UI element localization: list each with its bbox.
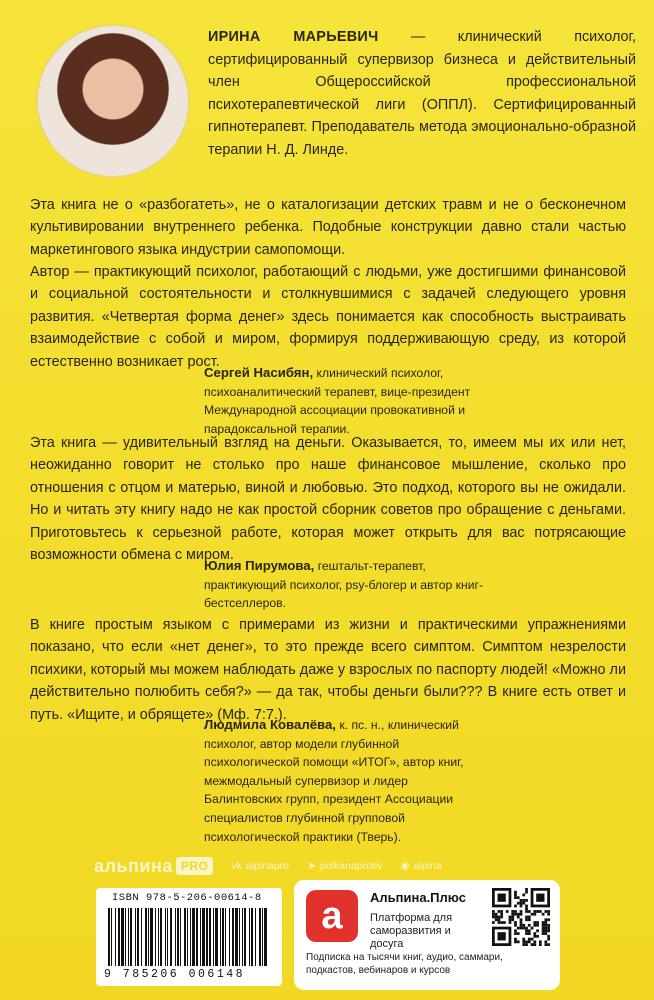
social-vk[interactable] <box>231 860 289 872</box>
review-3-author: Людмила Ковалёва, <box>204 717 336 732</box>
publisher-row <box>94 852 564 880</box>
telegram-icon: ➤ <box>307 860 316 872</box>
ean-digits: 9 785206 006148 <box>104 968 246 981</box>
review-3-attribution <box>204 716 474 846</box>
isbn-text: ISBN 978-5-206-00614-8 <box>112 892 262 904</box>
globe-icon: ◉ <box>400 860 410 872</box>
author-photo <box>36 24 190 178</box>
social-web-label: alpina <box>413 860 442 872</box>
review-1-paragraph-1: Эта книга не о «разбогатеть», не о каталогизации детских травм и не о бесконечном культивировании внутреннего ребенка. Подобные конструкции давно стали частью маркетингового языка индустрии самопомощи. <box>30 197 626 258</box>
social-web[interactable] <box>400 860 441 872</box>
barcode-box <box>96 888 282 986</box>
author-bio-text: — клинический психолог, сертифицированный супервизор бизнеса и действительный член Общероссийской профессиональной психотерапевтической лиги (ОППЛ). Сертифицированный гипнотерапевт. Преподаватель метода эмоционально-образной терапии Н. Д. Линде. <box>208 29 636 158</box>
author-name: ИРИНА МАРЬЕВИЧ <box>208 29 379 45</box>
review-1-attribution <box>204 364 504 438</box>
promo-subtitle: Платформа для саморазвития и досуга <box>370 912 453 950</box>
review-1-paragraph-2: Автор — практикующий психолог, работающий с людьми, уже достигшими финансовой и социальной состоятельности и столкнувшимися с задачей следующего уровня развития. «Четвертая форма денег» здесь понимается как способность выстраивать взаимодействие с собой и миром, формируя поддерживающую среду, из которой естественно возникает рост. <box>30 264 626 370</box>
review-3-author-desc: к. пс. н., клинический психолог, автор модели глубинной психологической помощи «ИТОГ», автор книг, межмодальный супервизор и лидер Балинтовских групп, президент Ассоциации специалистов глубинной групповой психологической практики (Тверь). <box>204 718 464 844</box>
author-bio <box>208 26 636 162</box>
review-2-author: Юлия Пирумова, <box>204 558 315 573</box>
barcode-image <box>108 908 270 970</box>
review-1-author: Сергей Насибян, <box>204 365 314 380</box>
review-3-paragraph-1: В книге простым языком с примерами из жизни и практическими упражнениями показано, что если «нет денег», то это прежде всего симптом. Симптом незрелости психики, который мы можем наблюдать даже у взрослых по паспорту людей! «Можно ли действительно полюбить себя?» — да так, чтобы деньги были??? В книге есть ответ и путь. «Ищите, и обрящете» (Мф. 7:7.). <box>30 617 626 723</box>
publisher-logo <box>94 856 213 877</box>
alpina-plus-icon: a <box>306 890 358 942</box>
review-2-paragraph-1: Эта книга — удивительный взгляд на деньги. Оказывается, то, имеем мы их или нет, неожиданно говорит не столько про наше финансовое мышление, сколько про отношения с отцом и матерью, виной и любовью. Это подход, которого вы не ожидали. Но и читать эту книгу надо не как простой сборник советов про обращение с деньгами. Приготовьтесь к серьезной работе, которая может открыть для вас потрясающие возможности обмена с миром. <box>30 435 626 564</box>
social-telegram-label: polkanaprotiv <box>319 860 383 872</box>
publisher-logo-text: альпина <box>94 855 173 876</box>
promo-card[interactable] <box>294 880 560 990</box>
social-vk-label: alpinapro <box>245 860 290 872</box>
review-2-attribution <box>204 557 504 613</box>
publisher-logo-badge: PRO <box>176 857 214 875</box>
social-telegram[interactable] <box>307 860 382 872</box>
vk-icon: vk <box>231 860 242 872</box>
review-2-author-desc: гештальт-терапевт, практикующий психолог, psy-блогер и автор книг-бестселлеров. <box>204 559 484 611</box>
review-1-author-desc: клинический психолог, психоаналитический терапевт, вице-президент Международной ассоциации провокативной и парадоксальной терапии. <box>204 366 471 436</box>
qr-code-icon <box>492 888 550 946</box>
promo-footer: Подписка на тысячи книг, аудио, саммари, подкастов, вебинаров и курсов <box>306 952 503 976</box>
promo-title: Альпина.Плюс <box>370 890 466 905</box>
